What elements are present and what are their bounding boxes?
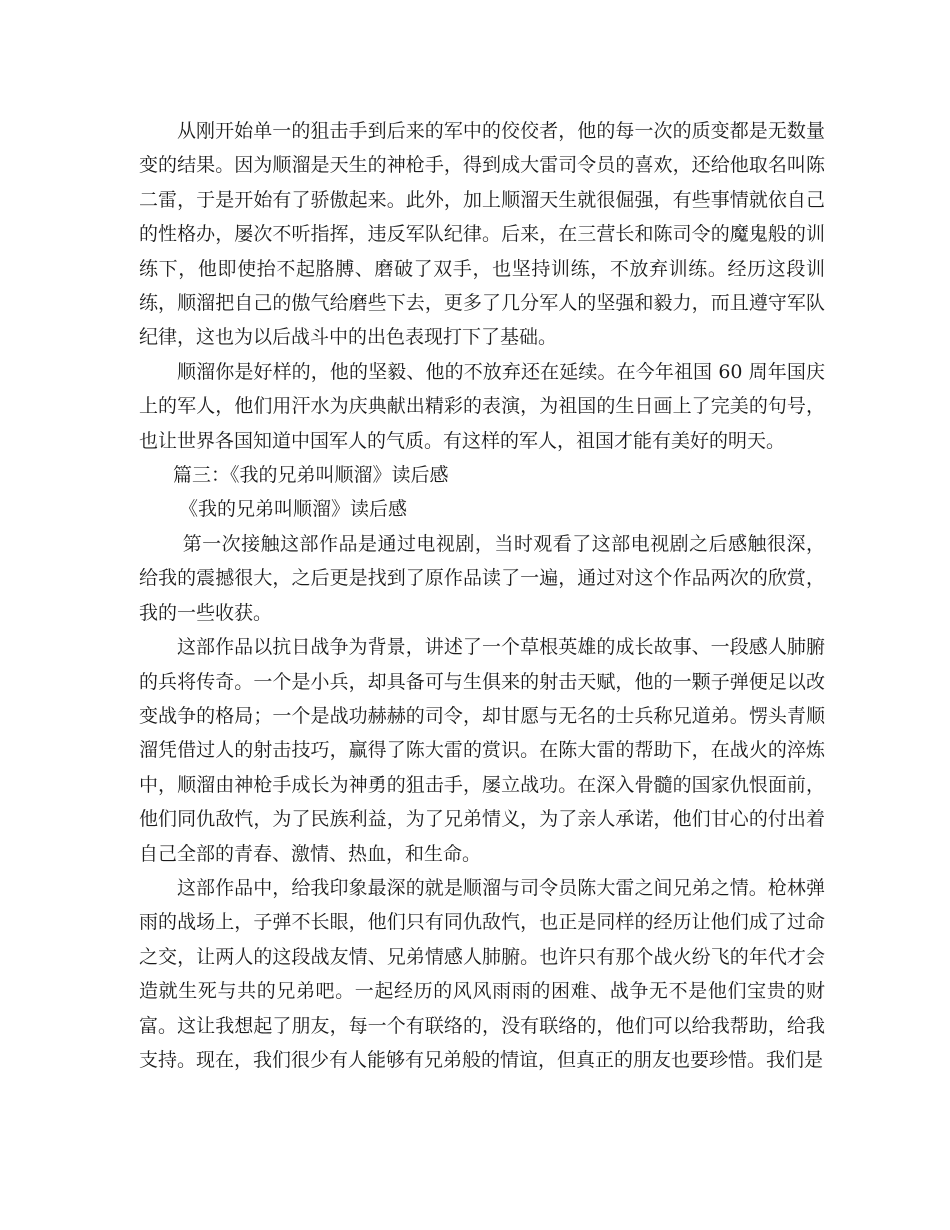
article-title: 《我的兄弟叫顺溜》读后感 <box>179 498 408 521</box>
section-heading: 篇三：《我的兄弟叫顺溜》读后感 <box>173 464 449 487</box>
article-paragraph: 第一次接触这部作品是通过电视剧，当时观看了这部电视剧之后感触很深，给我的震撼很大，之后更是找到了原作品读了一遍，通过对这个作品两次的欣赏，我的一些收获。 <box>139 532 825 624</box>
document-body <box>139 114 825 1077</box>
body-paragraph: 从刚开始单一的狙击手到后来的军中的佼佼者，他的每一次的质变都是无数量变的结果。因为顺溜是天生的神枪手，得到成大雷司令员的喜欢，还给他取名叫陈二雷，于是开始有了骄傲起来。此外，加上顺溜天生就很倔强，有些事情就依自己的性格办，屡次不听指挥，违反军队纪律。后来，在三营长和陈司令的魔鬼般的训练下，他即使抬不起胳膊、磨破了双手，也坚持训练，不放弃训练。经历这段训练，顺溜把自己的傲气给磨些下去，更多了几分军人的坚强和毅力，而且遵守军队纪律，这也为以后战斗中的出色表现打下了基础。 <box>139 120 825 349</box>
article-paragraph: 这部作品以抗日战争为背景，讲述了一个草根英雄的成长故事、一段感人肺腑的兵将传奇。一个是小兵，却具备可与生俱来的射击天赋，他的一颗子弹便足以改变战争的格局；一个是战功赫赫的司令，却甘愿与无名的士兵称兄道弟。愣头青顺溜凭借过人的射击技巧，赢得了陈大雷的赏识。在陈大雷的帮助下，在战火的淬炼中，顺溜由神枪手成长为神勇的狙击手，屡立战功。在深入骨髓的国家仇恨面前，他们同仇敌忾，为了民族利益，为了兄弟情义，为了亲人承诺，他们甘心的付出着自己全部的青春、激情、热血，和生命。 <box>139 636 825 865</box>
body-paragraph: 顺溜你是好样的，他的坚毅、他的不放弃还在延续。在今年祖国 60 周年国庆上的军人，他们用汗水为庆典献出精彩的表演，为祖国的生日画上了完美的句号，也让世界各国知道中国军人的气质。有这样的军人，祖国才能有美好的明天。 <box>139 360 825 452</box>
article-paragraph: 这部作品中，给我印象最深的就是顺溜与司令员陈大雷之间兄弟之情。枪林弹雨的战场上，子弹不长眼，他们只有同仇敌忾，也正是同样的经历让他们成了过命之交，让两人的这段战友情、兄弟情感人肺腑。也许只有那个战火纷飞的年代才会造就生死与共的兄弟吧。一起经历的风风雨雨的困难、战争无不是他们宝贵的财富。这让我想起了朋友，每一个有联络的，没有联络的，他们可以给我帮助，给我支持。现在，我们很少有人能够有兄弟般的情谊，但真正的朋友也要珍惜。我们是 <box>139 876 825 1071</box>
